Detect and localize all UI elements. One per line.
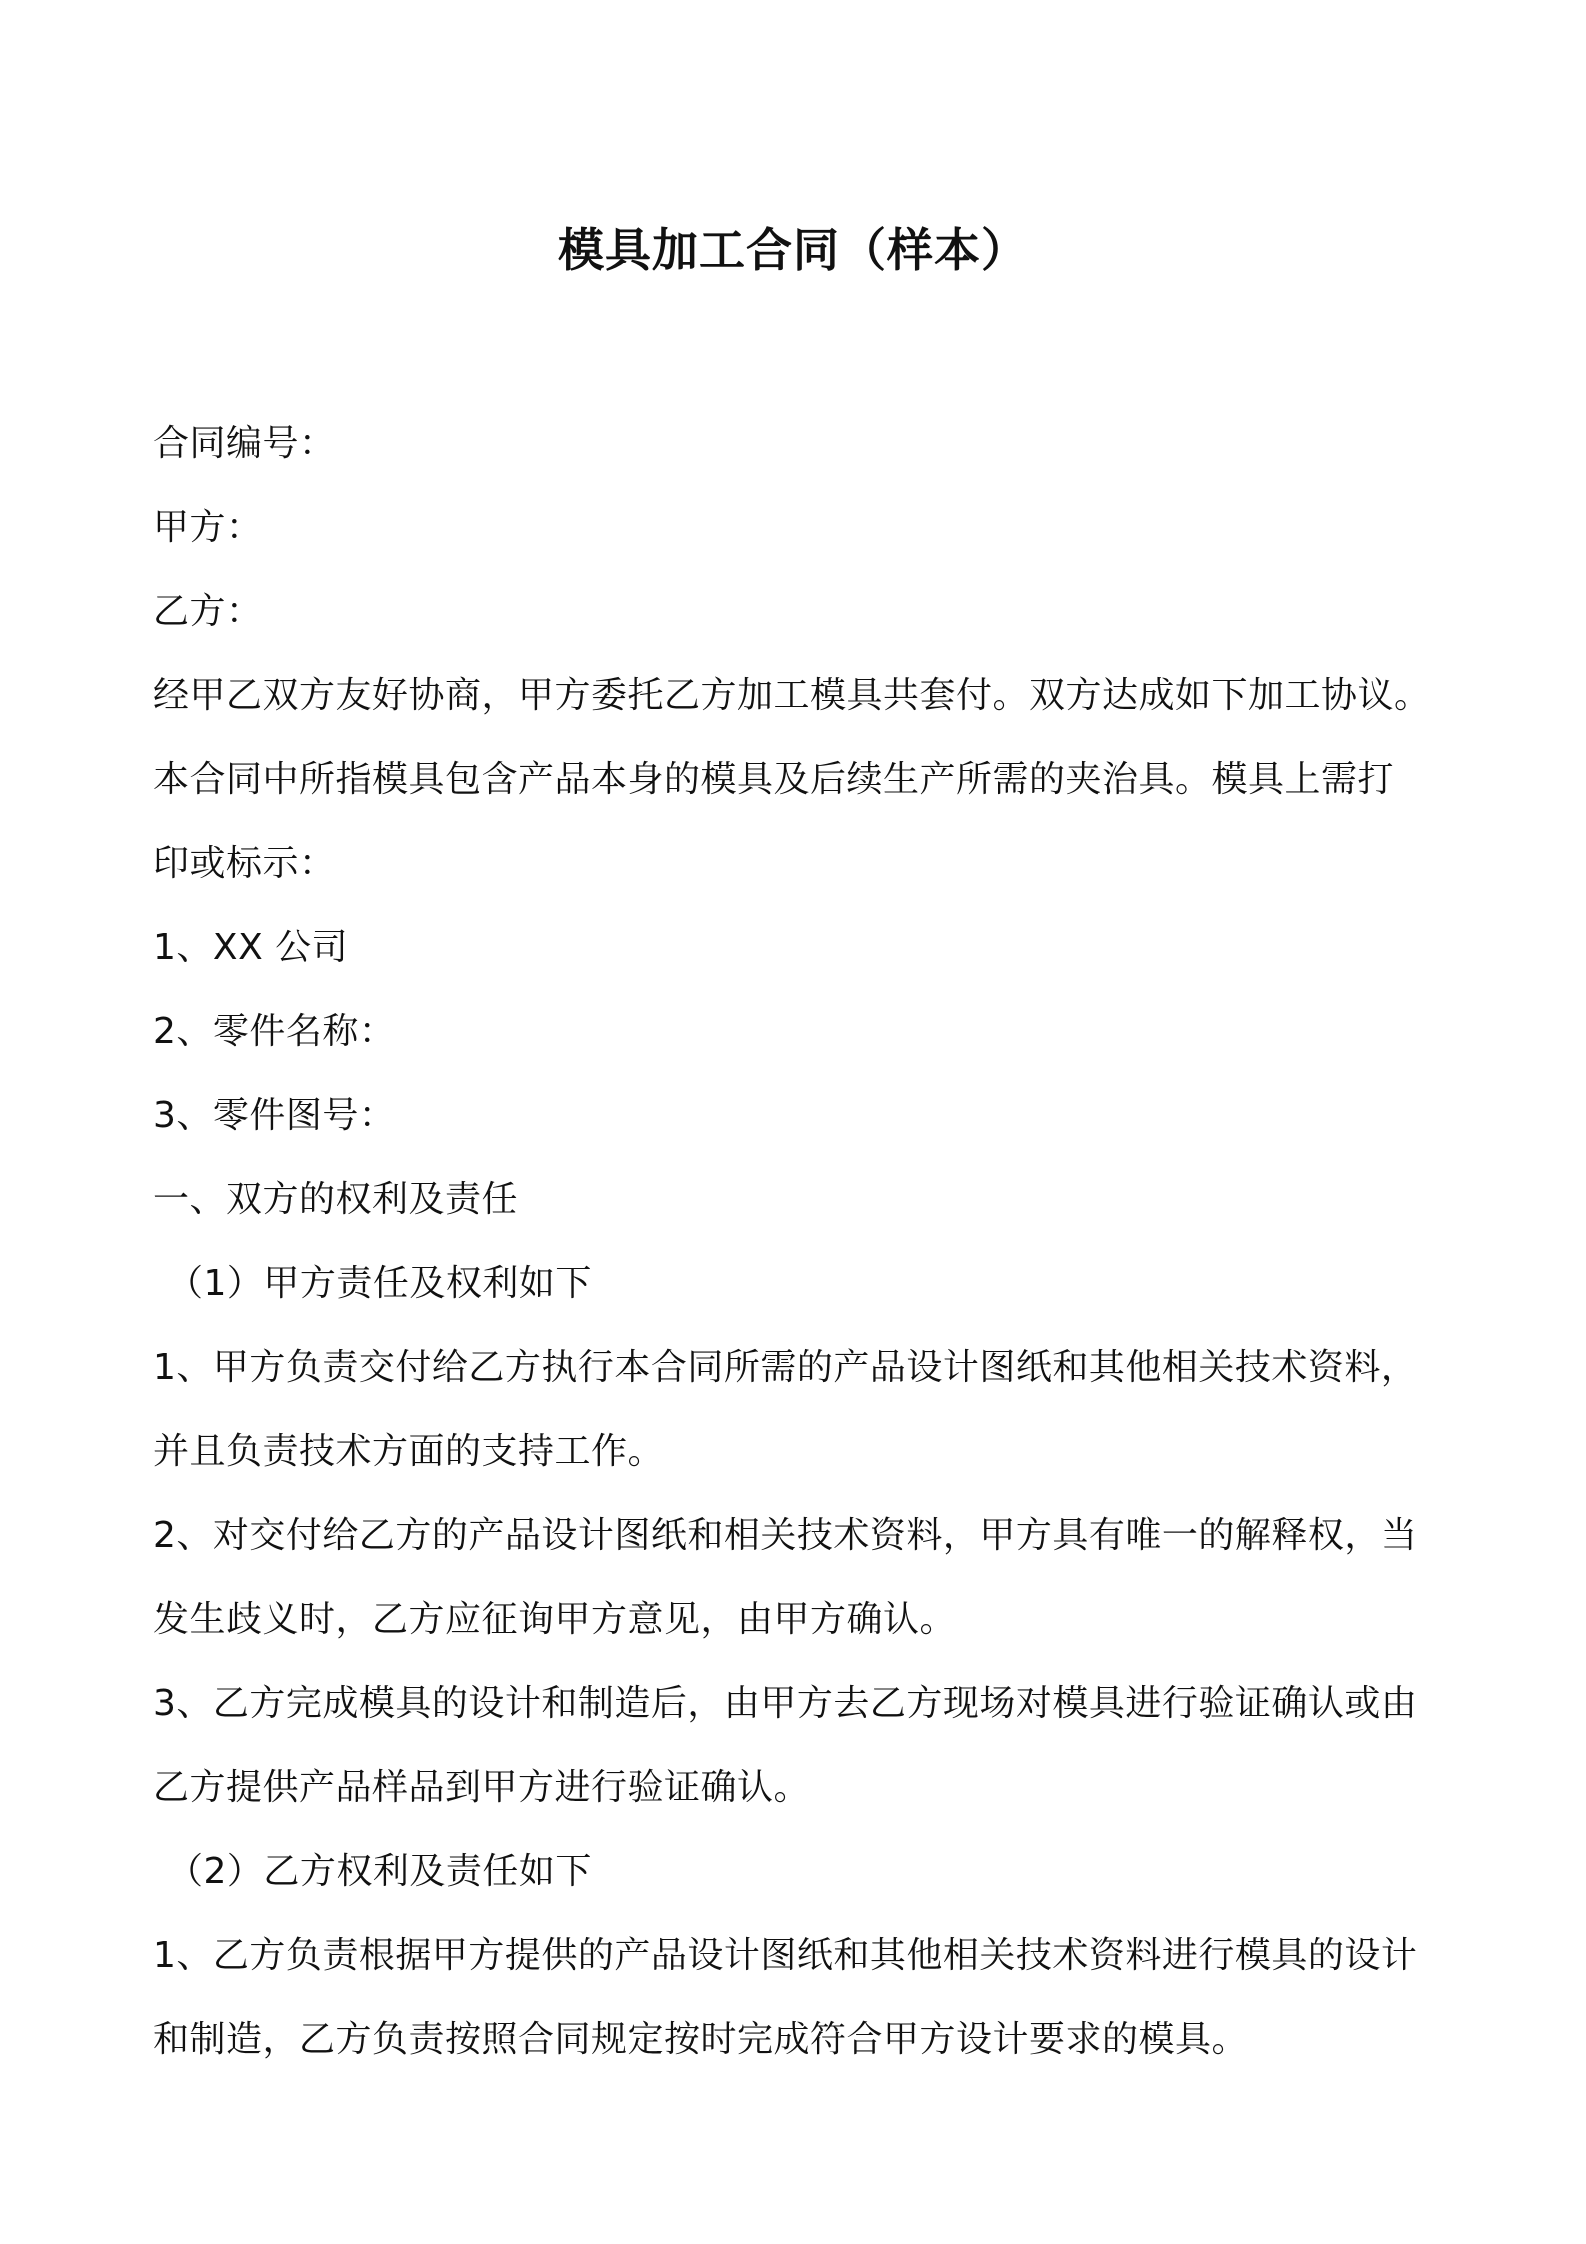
document-title: 模具加工合同（样本） xyxy=(558,223,1028,277)
paragraph-line: 发生歧义时，乙方应征询甲方意见，由甲方确认。 xyxy=(153,1599,957,1640)
list-item: 1、XX 公司 xyxy=(153,927,349,968)
section-heading: 一、双方的权利及责任 xyxy=(153,1179,519,1220)
party-b-line: 乙方： xyxy=(153,591,263,632)
document-body xyxy=(153,402,1453,2082)
paragraph-line: 本合同中所指模具包含产品本身的模具及后续生产所需的夹治具。模具上需打 xyxy=(153,759,1395,800)
paragraph-line: 印或标示： xyxy=(153,843,336,884)
subsection-heading: （1）甲方责任及权利如下 xyxy=(167,1263,592,1304)
party-a-line: 甲方： xyxy=(153,507,263,548)
list-item: 3、零件图号： xyxy=(153,1095,396,1136)
paragraph-line: 2、对交付给乙方的产品设计图纸和相关技术资料，甲方具有唯一的解释权，当 xyxy=(153,1515,1418,1556)
paragraph-line: 1、乙方负责根据甲方提供的产品设计图纸和其他相关技术资料进行模具的设计 xyxy=(153,1935,1418,1976)
paragraph-line: 3、乙方完成模具的设计和制造后，由甲方去乙方现场对模具进行验证确认或由 xyxy=(153,1683,1418,1724)
paragraph-line: 经甲乙双方友好协商，甲方委托乙方加工模具共套付。双方达成如下加工协议。 xyxy=(153,675,1431,716)
contract-number-line: 合同编号： xyxy=(153,423,336,464)
paragraph-line: 乙方提供产品样品到甲方进行验证确认。 xyxy=(153,1767,811,1808)
paragraph-line: 并且负责技术方面的支持工作。 xyxy=(153,1431,665,1472)
subsection-heading: （2）乙方权利及责任如下 xyxy=(167,1851,592,1892)
paragraph-line: 和制造，乙方负责按照合同规定按时完成符合甲方设计要求的模具。 xyxy=(153,2019,1249,2060)
paragraph-line: 1、甲方负责交付给乙方执行本合同所需的产品设计图纸和其他相关技术资料， xyxy=(153,1347,1418,1388)
list-item: 2、零件名称： xyxy=(153,1011,396,1052)
